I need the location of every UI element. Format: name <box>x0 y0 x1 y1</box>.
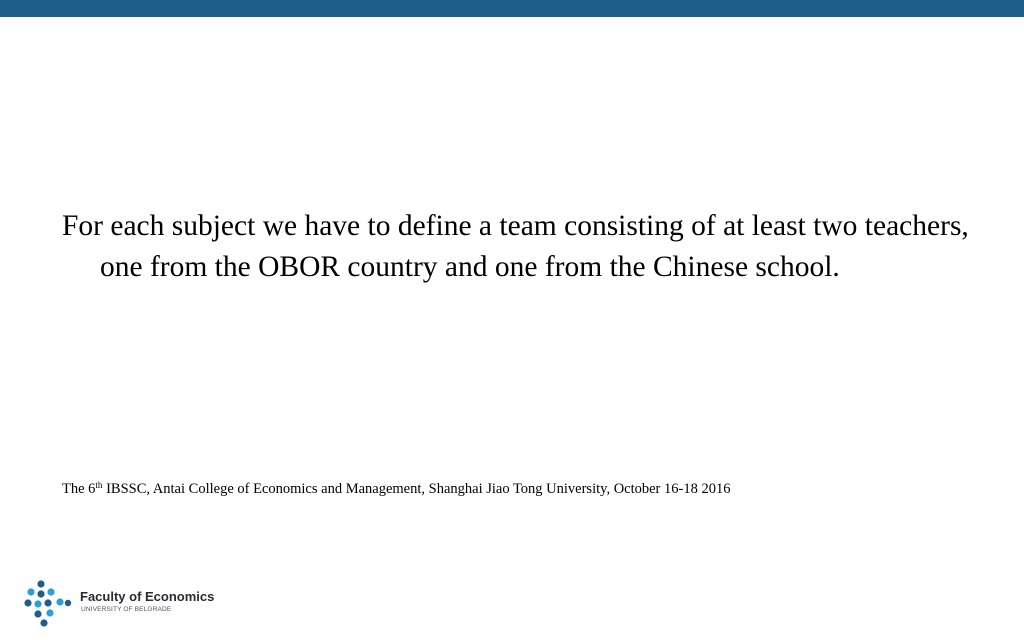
slide-body-text: For each subject we have to define a team consisting of at least two teachers, one from the OBOR country and one from the Chinese school. <box>62 210 969 283</box>
logo-title: Faculty of Economics <box>80 589 215 604</box>
footer-prefix: The 6 <box>62 481 96 497</box>
dot-cluster-logo-icon <box>24 578 74 628</box>
logo-subtitle: UNIVERSITY OF BELGRADE <box>81 606 172 613</box>
footer-superscript: th <box>95 480 103 490</box>
faculty-logo <box>24 578 244 628</box>
footer-suffix: IBSSC, Antai College of Economics and Management, Shanghai Jiao Tong University, October 16-18 2016 <box>102 481 731 497</box>
conference-footer <box>62 479 962 499</box>
top-accent-bar <box>0 0 1024 17</box>
